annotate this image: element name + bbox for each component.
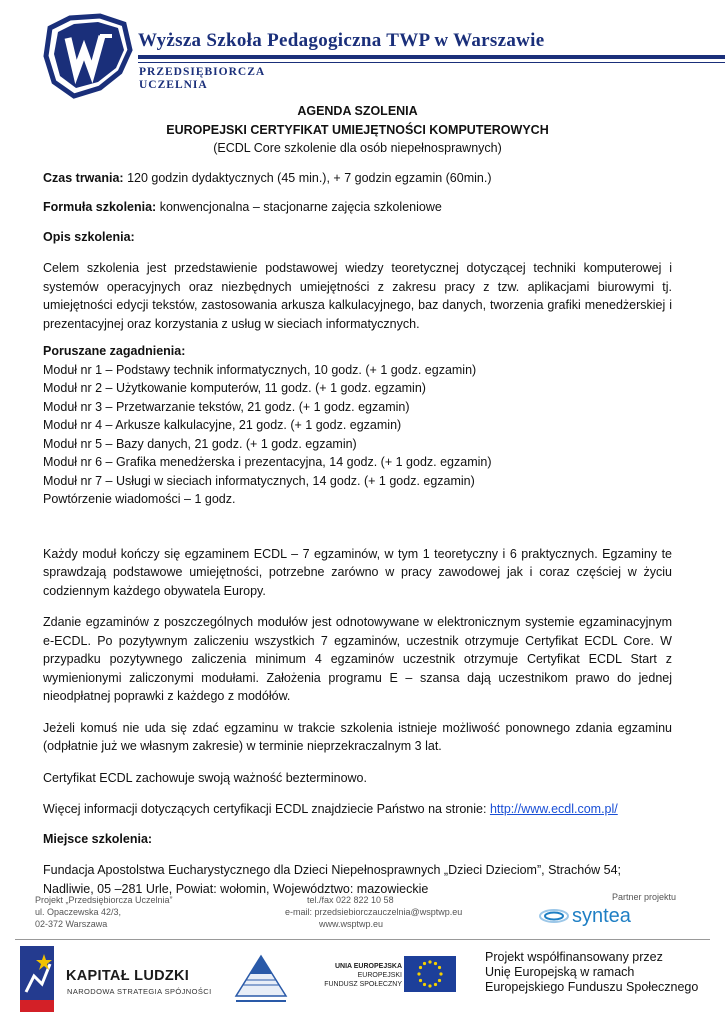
formula-label: Formuła szkolenia: <box>43 200 157 214</box>
eu-label-line: FUNDUSZ SPOŁECZNY <box>324 981 402 988</box>
list-item: Moduł nr 7 – Usługi w sieciach informatycznych, 14 godz. (+ 1 godz. egzamin) <box>43 473 475 488</box>
list-item: Moduł nr 5 – Bazy danych, 21 godz. (+ 1 godz. egzamin) <box>43 436 357 451</box>
cofinance-line: Unię Europejską w ramach <box>485 965 635 979</box>
eu-label-line: UNIA EUROPEJSKA <box>334 963 402 970</box>
eu-label-line: EUROPEJSKI <box>357 972 402 979</box>
list-item: Moduł nr 6 – Grafika menedżerska i prezentacyjna, 14 godz. (+ 1 godz. egzamin) <box>43 455 492 469</box>
page-footer <box>0 890 725 1024</box>
description-text: Celem szkolenia jest przedstawienie podstawowej wiedzy teoretycznej dotyczącej techniki komputerowej i systemów operacyjnych oraz niezbędnych umiejętności z zakresu pracy z tzw. aplikacjami biurowymi tj. umiejętności edycji tekstów, zastosowania arkusza kalkulacyjnego, baz danych, tworzenia grafiki menedżerskiej i prezentacyjnej oraz korzystania z usług w sieciach informatycznych. <box>43 261 672 331</box>
description-heading: Opis szkolenia: <box>43 229 135 244</box>
more-info-paragraph <box>43 800 672 819</box>
topics-heading: Poruszane zagadnienia: <box>43 344 186 358</box>
more-info-text: Więcej informacji dotyczących certyfikacji ECDL znajdziecie Państwo na stronie: <box>43 802 490 816</box>
validity-paragraph: Certyfikat ECDL zachowuje swoją ważność bezterminowo. <box>43 770 367 785</box>
footer-contact-line: www.wsptwp.eu <box>319 919 384 929</box>
eu-flag-icon <box>404 956 456 992</box>
page-header <box>0 0 725 100</box>
footer-contact <box>285 894 462 930</box>
eu-label <box>316 962 402 989</box>
syntea-wordmark: syntea <box>572 905 631 927</box>
footer-contact-line: e-mail: przedsiebiorczauczelnia@wsptwp.eu <box>285 907 463 917</box>
place-heading: Miejsce szkolenia: <box>43 831 153 846</box>
kapital-ludzki-subtitle: NARODOWA STRATEGIA SPÓJNOŚCI <box>67 987 212 996</box>
cofinance-line: Europejskiego Funduszu Społecznego <box>485 980 699 994</box>
list-item: Powtórzenie wiadomości – 1 godz. <box>43 492 236 506</box>
document-body <box>43 102 672 898</box>
footer-address-line: Projekt „Przedsiębiorcza Uczelnia” <box>35 895 173 905</box>
header-subtitle-line2: UCZELNIA <box>139 79 208 91</box>
kapital-ludzki-title: KAPITAŁ LUDZKI <box>66 968 190 984</box>
formula-line <box>43 198 672 217</box>
doc-subtitle: (ECDL Core szkolenie dla osób niepełnosprawnych) <box>213 141 502 155</box>
cofinance-note <box>485 950 698 995</box>
header-subtitle <box>139 66 265 92</box>
duration-label: Czas trwania: <box>43 170 124 185</box>
footer-address-line: ul. Opaczewska 42/3, <box>35 907 122 917</box>
footer-divider <box>15 939 710 940</box>
retake-paragraph: Jeżeli komuś nie uda się zdać egzaminu w trakcie szkolenia istnieje możliwość ponownego zdania egzaminu (odpłatnie już we własnym zakresie) w terminie nieprzekraczalnym 3 lat. <box>43 720 672 753</box>
header-subtitle-line1: PRZEDSIĘBIORCZA <box>139 66 266 78</box>
ecdl-link[interactable]: http://www.ecdl.com.pl/ <box>489 802 618 816</box>
exams-paragraph: Każdy moduł kończy się egzaminem ECDL – 7 egzaminów, w tym 1 teoretyczny i 6 praktycznych. Egzaminy te sprawdzają podstawowe umiejętności, potrzebne zarówno w pracy zawodowej jak i coraz częściej w życiu codziennym każdego obywatela Europy. <box>43 546 672 598</box>
footer-address <box>35 894 173 930</box>
footer-address-line: 02-372 Warszawa <box>35 919 108 929</box>
doc-title-2: EUROPEJSKI CERTYFIKAT UMIEJĘTNOŚCI KOMPUTEROWYCH <box>166 122 549 137</box>
place-text: Fundacja Apostolstwa Eucharystycznego dla Dzieci Niepełnosprawnych „Dzieci Dzieciom”, Strachów 54; Nadliwie, 05 –281 Urle, Powiat: wołomin, Województwo: mazowieckie <box>43 863 622 896</box>
partner-label: Partner projektu <box>612 892 677 902</box>
kapital-ludzki-logo-icon <box>20 946 54 1012</box>
doc-title: AGENDA SZOLENIA <box>297 104 418 118</box>
syntea-logo-icon <box>538 900 648 930</box>
list-item: Moduł nr 4 – Arkusze kalkulacyjne, 21 godz. (+ 1 godz. egzamin) <box>43 418 402 432</box>
cofinance-line: Projekt współfinansowany przez <box>485 950 663 964</box>
header-rule <box>138 55 725 59</box>
list-item: Moduł nr 3 – Przetwarzanie tekstów, 21 godz. (+ 1 godz. egzamin) <box>43 399 410 414</box>
modules-list <box>43 361 672 509</box>
list-item: Moduł nr 1 – Podstawy technik informatycznych, 10 godz. (+ 1 godz. egzamin) <box>43 362 477 377</box>
wsp-twp-logo-icon <box>40 10 136 100</box>
duration-line <box>43 169 672 188</box>
school-name: Wyższa Szkoła Pedagogiczna TWP w Warszawie <box>138 30 545 51</box>
header-rule-thin <box>138 62 725 63</box>
results-paragraph: Zdanie egzaminów z poszczególnych modułów jest odnotowywane w elektronicznym systemie egzaminacyjnym e-ECDL. Po pozytywnym zaliczeniu wszystkich 7 egzaminów, uczestnik otrzymuje Certyfikat ECDL Core. W przypadku pozytywnego zaliczenia minimum 4 egzaminów uczestnik otrzymuje Certyfikat ECDL Start z wymienionymi zaliczonymi modułami. Założenia programu E – szansa dają uczestnikom prawo do jednej nieodpłatnej poprawki z każdego z modółów. <box>43 615 672 703</box>
list-item: Moduł nr 2 – Użytkowanie komputerów, 11 godz. (+ 1 godz. egzamin) <box>43 381 426 395</box>
footer-contact-line: tel./fax 022 822 10 58 <box>307 895 394 905</box>
pyramid-logo-icon <box>232 952 290 1008</box>
duration-value: 120 godzin dydaktycznych (45 min.), + 7 godzin egzamin (60min.) <box>123 170 492 185</box>
formula-value: konwencjonalna – stacjonarne zajęcia szkoleniowe <box>156 200 442 214</box>
